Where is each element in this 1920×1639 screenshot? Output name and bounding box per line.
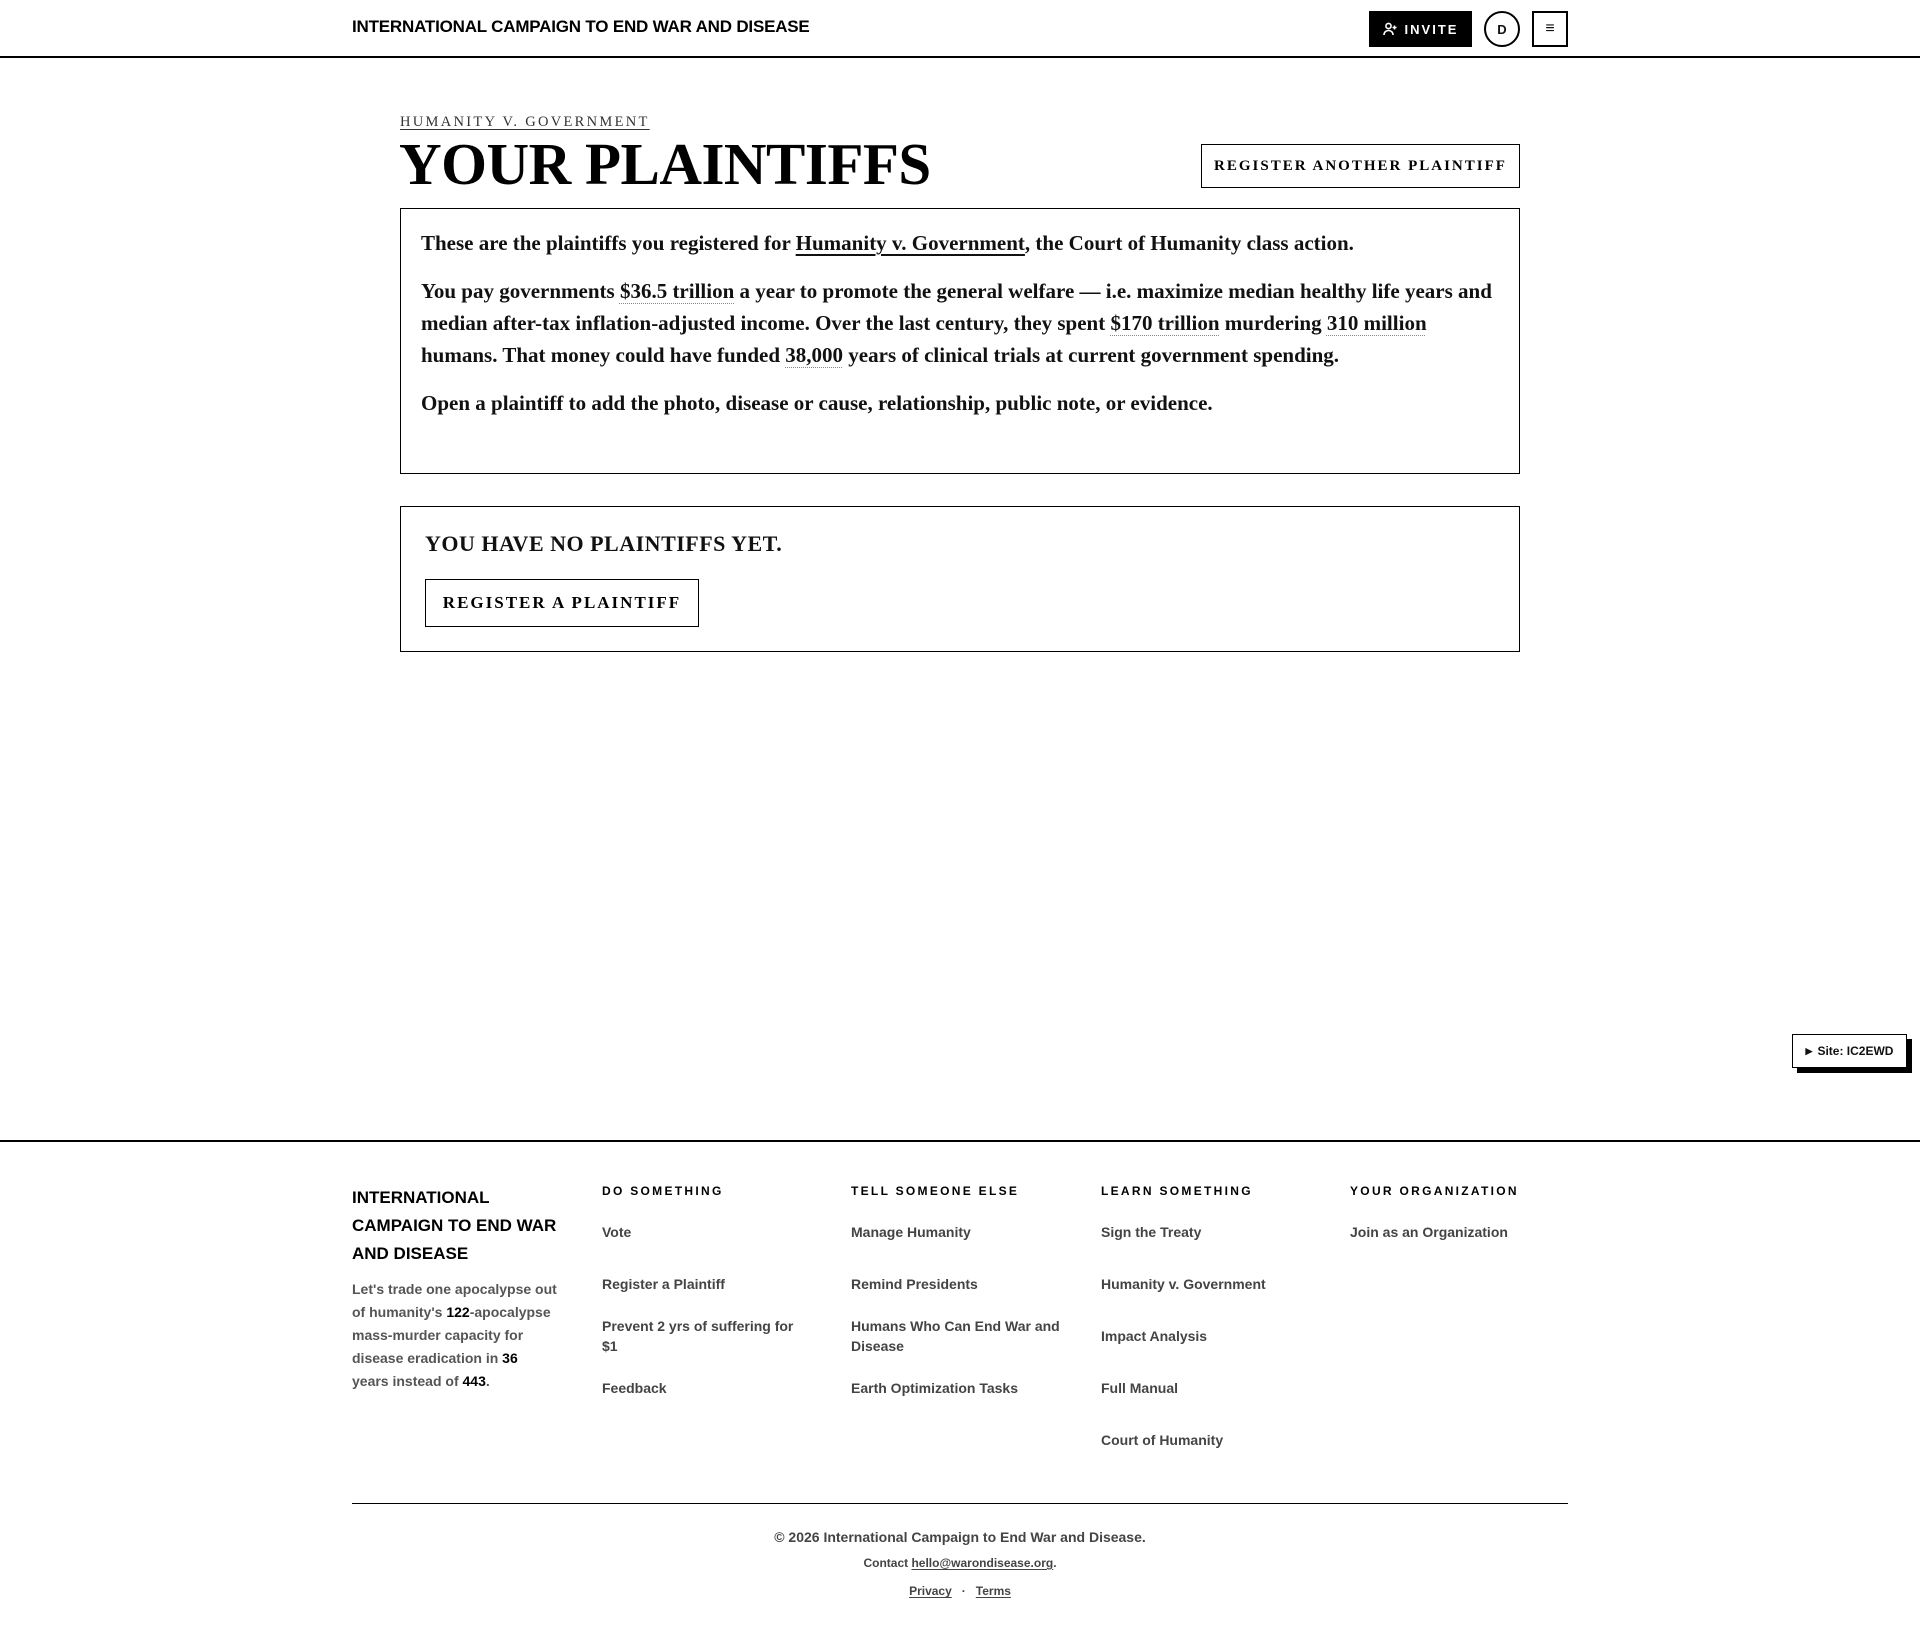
- footer-copyright: © 2026 International Campaign to End War and Disease.: [774, 1529, 1146, 1545]
- footer-link-humans-who-can-end[interactable]: Humans Who Can End War and Disease: [851, 1318, 1060, 1354]
- tagline-text: years instead of: [352, 1373, 463, 1389]
- register-another-plaintiff-button[interactable]: REGISTER ANOTHER PLAINTIFF: [1201, 144, 1520, 188]
- intro-paragraph-3: Open a plaintiff to add the photo, disease or cause, relationship, public note, or evidence.: [421, 391, 1213, 415]
- page-title: YOUR PLAINTIFFS: [399, 131, 931, 197]
- legal-separator: ·: [961, 1584, 966, 1598]
- add-user-icon: [1383, 22, 1397, 36]
- intro-text: You pay governments: [421, 279, 620, 303]
- terms-link[interactable]: Terms: [975, 1584, 1011, 1598]
- footer-divider: [352, 1503, 1568, 1504]
- footer-column-heading: TELL SOMEONE ELSE: [851, 1184, 1020, 1198]
- clinical-trial-years-stat[interactable]: 38,000: [785, 343, 844, 367]
- contact-email-link[interactable]: hello@warondisease.org: [911, 1556, 1054, 1570]
- tagline-number: 36: [502, 1350, 518, 1366]
- footer-column-do-something: [602, 1184, 822, 1430]
- intro-panel: [400, 208, 1520, 474]
- tagline-number: 122: [446, 1304, 470, 1320]
- intro-paragraph-2: [421, 275, 1499, 371]
- footer-brand: INTERNATIONAL CAMPAIGN TO END WAR AND DISEASE: [352, 1188, 557, 1263]
- footer-link-feedback[interactable]: Feedback: [602, 1380, 667, 1396]
- footer-link-remind-presidents[interactable]: Remind Presidents: [851, 1276, 978, 1292]
- government-spending-stat[interactable]: $36.5 trillion: [619, 279, 735, 303]
- user-avatar[interactable]: D: [1484, 11, 1520, 47]
- play-arrow-icon: ▶: [1805, 1045, 1813, 1056]
- breadcrumb-case-link[interactable]: HUMANITY V. GOVERNMENT: [400, 114, 650, 130]
- tagline-text: Let's trade one apocalypse out of humanity's: [352, 1281, 557, 1320]
- humanity-v-government-link[interactable]: Humanity v. Government: [795, 231, 1025, 255]
- deaths-stat[interactable]: 310 million: [1326, 311, 1427, 335]
- footer-column-your-organization: [1350, 1184, 1570, 1274]
- footer-column-tell-someone: [851, 1184, 1071, 1430]
- footer-link-earth-optimization[interactable]: Earth Optimization Tasks: [851, 1380, 1018, 1396]
- intro-paragraph-1: [421, 227, 1499, 259]
- top-navigation-bar: [0, 0, 1920, 58]
- site-footer: [0, 1140, 1920, 1639]
- tagline-text: -apocalypse mass-murder capacity for disease eradication in: [352, 1304, 551, 1366]
- contact-label: Contact: [863, 1556, 912, 1570]
- footer-tagline: [352, 1278, 557, 1393]
- privacy-link[interactable]: Privacy: [909, 1584, 952, 1598]
- footer-column-learn-something: [1101, 1184, 1321, 1482]
- intro-text: , the Court of Humanity class action.: [1024, 231, 1354, 255]
- intro-text: murdering: [1219, 311, 1327, 335]
- empty-state-title: YOU HAVE NO PLAINTIFFS YET.: [425, 531, 783, 556]
- footer-link-vote[interactable]: Vote: [602, 1224, 632, 1240]
- contact-suffix: .: [1053, 1556, 1057, 1570]
- footer-link-register-plaintiff[interactable]: Register a Plaintiff: [602, 1276, 725, 1292]
- tagline-number: 443: [462, 1373, 486, 1389]
- footer-link-impact-analysis[interactable]: Impact Analysis: [1101, 1328, 1208, 1344]
- footer-link-manage-humanity[interactable]: Manage Humanity: [851, 1224, 971, 1240]
- footer-link-prevent-suffering[interactable]: Prevent 2 yrs of suffering for $1: [602, 1318, 794, 1354]
- intro-text: a year to promote the general welfare — i.e. maximize median healthy life years and median after-tax inflation-adjusted income. Over the last century, they spent: [421, 279, 1492, 335]
- footer-link-join-organization[interactable]: Join as an Organization: [1350, 1224, 1508, 1240]
- intro-text: years of clinical trials at current government spending.: [843, 343, 1340, 367]
- intro-text: humans. That money could have funded: [421, 343, 786, 367]
- footer-link-full-manual[interactable]: Full Manual: [1101, 1380, 1178, 1396]
- invite-button[interactable]: [1369, 11, 1472, 47]
- hamburger-menu-icon[interactable]: ≡: [1532, 11, 1568, 47]
- footer-link-court-of-humanity[interactable]: Court of Humanity: [1101, 1432, 1224, 1448]
- intro-text: These are the plaintiffs you registered for: [421, 231, 796, 255]
- tagline-text: .: [485, 1373, 490, 1389]
- footer-link-sign-treaty[interactable]: Sign the Treaty: [1101, 1224, 1202, 1240]
- footer-legal-links: [0, 1584, 1920, 1598]
- footer-column-heading: YOUR ORGANIZATION: [1350, 1184, 1519, 1198]
- site-badge-label: Site: IC2EWD: [1817, 1044, 1894, 1058]
- invite-label: INVITE: [1404, 21, 1459, 37]
- plaintiffs-empty-state: [400, 506, 1520, 652]
- site-brand[interactable]: INTERNATIONAL CAMPAIGN TO END WAR AND DISEASE: [352, 17, 810, 36]
- military-spending-stat[interactable]: $170 trillion: [1110, 311, 1220, 335]
- site-badge[interactable]: [1792, 1034, 1907, 1068]
- footer-contact: [0, 1556, 1920, 1570]
- footer-column-heading: LEARN SOMETHING: [1101, 1184, 1253, 1198]
- footer-link-humanity-v-government[interactable]: Humanity v. Government: [1101, 1276, 1266, 1292]
- footer-column-heading: DO SOMETHING: [602, 1184, 724, 1198]
- register-plaintiff-button[interactable]: REGISTER A PLAINTIFF: [425, 579, 699, 627]
